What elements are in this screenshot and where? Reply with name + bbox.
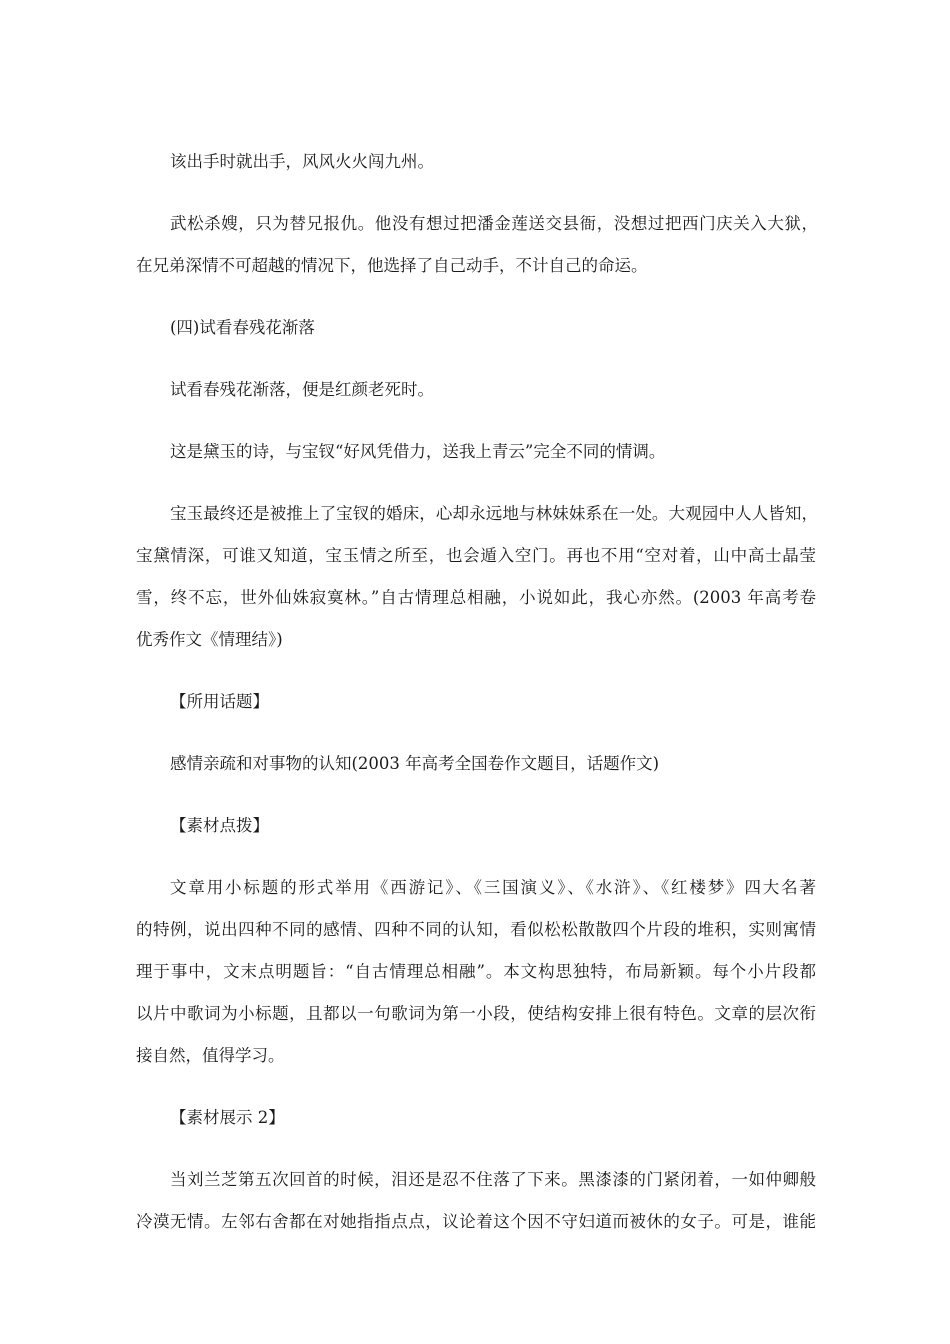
paragraph-line: 冷漠无情。左邻右舍都在对她指指点点，议论着这个因不守妇道而被休的女子。可是，谁能 bbox=[136, 1212, 816, 1231]
paragraph-line: 当刘兰芝第五次回首的时候，泪还是忍不住落了下来。黑漆漆的门紧闭着，一如仲卿般 bbox=[170, 1170, 816, 1189]
section-label: 【素材点拨】 bbox=[170, 816, 269, 835]
paragraph-line: 文章用小标题的形式举用《西游记》、《三国演义》、《水浒》、《红楼梦》四大名著 bbox=[170, 878, 816, 897]
paragraph-line: 试看春残花渐落，便是红颜老死时。 bbox=[170, 380, 434, 399]
paragraph-line: 这是黛玉的诗，与宝钗“好风凭借力，送我上青云”完全不同的情调。 bbox=[170, 442, 666, 461]
paragraph-line: 的特例，说出四种不同的感情、四种不同的认知，看似松松散散四个片段的堆积，实则寓情 bbox=[136, 920, 816, 939]
paragraph-line: 在兄弟深情不可超越的情况下，他选择了自己动手，不计自己的命运。 bbox=[136, 256, 648, 275]
section-label: 【素材展示 2】 bbox=[170, 1108, 285, 1127]
paragraph-line: 该出手时就出手，风风火火闯九州。 bbox=[170, 152, 434, 171]
paragraph-line: 以片中歌词为小标题，且都以一句歌词为第一小段，使结构安排上很有特色。文章的层次衔 bbox=[136, 1004, 816, 1023]
paragraph-line: 雪，终不忘，世外仙姝寂寞林。”自古情理总相融，小说如此，我心亦然。(2003 年高考卷 bbox=[136, 588, 816, 607]
paragraph-line: 优秀作文《情理结》) bbox=[136, 630, 283, 649]
paragraph-line: 接自然，值得学习。 bbox=[136, 1046, 285, 1065]
section-label: 【所用话题】 bbox=[170, 692, 269, 711]
section-heading: (四)试看春残花渐落 bbox=[170, 318, 315, 337]
paragraph-line: 宝黛情深，可谁又知道，宝玉情之所至，也会遁入空门。再也不用“空对着，山中高士晶莹 bbox=[136, 546, 816, 565]
paragraph-line: 宝玉最终还是被推上了宝钗的婚床，心却永远地与林妹妹系在一处。大观园中人人皆知， bbox=[170, 504, 818, 523]
paragraph-line: 理于事中，文末点明题旨：“自古情理总相融”。本文构思独特，布局新颖。每个小片段都 bbox=[136, 962, 816, 981]
paragraph-line: 武松杀嫂，只为替兄报仇。他没有想过把潘金莲送交县衙，没想过把西门庆关入大狱， bbox=[170, 214, 818, 233]
paragraph-line: 感情亲疏和对事物的认知(2003 年高考全国卷作文题目，话题作文) bbox=[170, 754, 660, 773]
